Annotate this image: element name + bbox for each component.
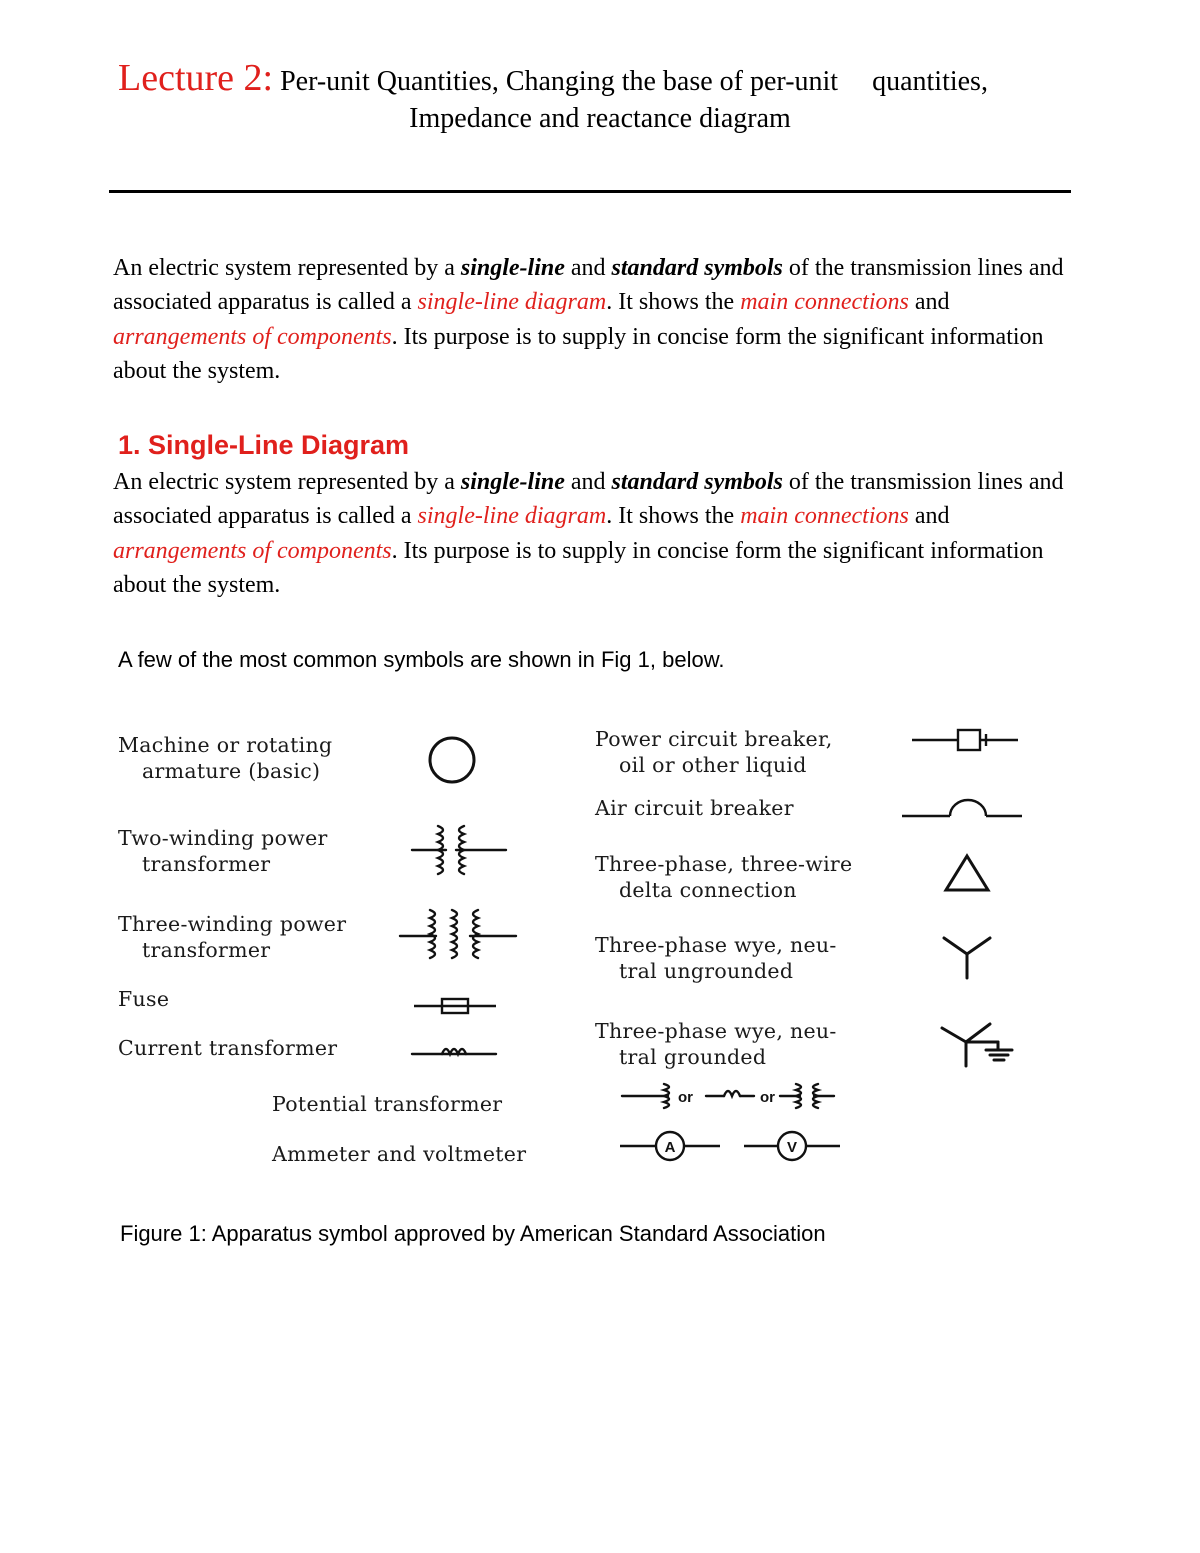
- or-text: or: [760, 1089, 775, 1106]
- wye-ungrounded-icon: [938, 932, 998, 982]
- highlight: single-line diagram: [417, 503, 607, 530]
- lecture-number: Lecture 2:: [118, 57, 274, 99]
- label-fuse: [118, 986, 169, 1012]
- label-current-transformer: [118, 1035, 337, 1061]
- label-delta: [595, 851, 852, 903]
- label-wye-grounded: [595, 1018, 837, 1070]
- emphasis: standard symbols: [611, 469, 783, 495]
- page-title: [118, 56, 988, 100]
- label-three-winding: [118, 911, 346, 963]
- label-oil-breaker: [595, 726, 833, 778]
- label-line: Machine or rotating: [118, 733, 333, 757]
- label-line: oil or other liquid: [619, 753, 807, 777]
- label-line: armature (basic): [142, 759, 321, 783]
- text-span: and: [564, 469, 612, 495]
- label-line: tral ungrounded: [619, 959, 794, 983]
- potential-transformer-icon: [620, 1080, 840, 1114]
- two-winding-transformer-icon: [408, 822, 512, 882]
- label-potential-transformer: [272, 1091, 502, 1117]
- label-line: Fuse: [118, 987, 170, 1011]
- text-span: . It shows the: [606, 289, 741, 316]
- highlight: main connections: [740, 503, 909, 530]
- label-line: Air circuit breaker: [595, 796, 794, 820]
- label-line: Power circuit breaker,: [595, 727, 833, 751]
- text-span: . Its purpose is to supply in concise form the significant information about the system.: [113, 323, 1044, 384]
- machine-circle-icon: [420, 730, 480, 790]
- meter-icon: [618, 1126, 844, 1166]
- fuse-icon: [412, 994, 498, 1018]
- label-line: Potential transformer: [272, 1092, 503, 1116]
- label-machine: [118, 732, 332, 784]
- oil-circuit-breaker-icon: [910, 726, 1022, 754]
- label-line: Three-phase wye, neu-: [595, 933, 837, 957]
- voltmeter-letter: V: [786, 1139, 798, 1156]
- label-line: Two-winding power: [118, 826, 328, 850]
- text-span: and: [908, 503, 950, 530]
- section-paragraph: [113, 465, 1088, 602]
- label-wye-ungrounded: [595, 932, 837, 984]
- three-winding-transformer-icon: [396, 906, 522, 968]
- or-text: or: [678, 1089, 693, 1106]
- section-heading: 1. Single-Line Diagram: [118, 430, 410, 460]
- text-span: and: [564, 255, 612, 281]
- intro-paragraph: [113, 251, 1088, 388]
- highlight: main connections: [740, 289, 909, 316]
- highlight: arrangements of components: [113, 323, 392, 350]
- delta-connection-icon: [940, 852, 994, 896]
- text-span: An electric system represented by a: [113, 469, 461, 495]
- label-line: Three-winding power: [118, 912, 347, 936]
- text-span: of the transmission lines and associated apparatus is called a: [113, 255, 1064, 316]
- label-air-breaker: [595, 795, 794, 821]
- text-span: An electric system represented by a: [113, 255, 461, 281]
- text-span: . It shows the: [606, 503, 741, 530]
- label-line: Three-phase, three-wire: [595, 852, 853, 876]
- highlight: arrangements of components: [113, 537, 392, 564]
- emphasis: single-line: [460, 255, 565, 281]
- title-divider: [109, 190, 1071, 193]
- emphasis: single-line: [460, 469, 565, 495]
- page-subtitle: Impedance and reactance diagram: [409, 103, 791, 134]
- emphasis: standard symbols: [611, 255, 783, 281]
- label-two-winding: [118, 825, 328, 877]
- current-transformer-icon: [410, 1040, 498, 1064]
- title-text-end: quantities,: [872, 66, 988, 97]
- highlight: single-line diagram: [417, 289, 607, 316]
- label-line: transformer: [142, 938, 271, 962]
- text-span: and: [908, 289, 950, 316]
- text-span: . Its purpose is to supply in concise form the significant information about the system.: [113, 537, 1044, 598]
- wye-grounded-icon: [936, 1018, 1026, 1070]
- text-span: of the transmission lines and associated apparatus is called a: [113, 469, 1064, 530]
- figure-caption: Figure 1: Apparatus symbol approved by American Standard Association: [120, 1221, 826, 1246]
- air-circuit-breaker-icon: [900, 794, 1026, 824]
- figure-intro: A few of the most common symbols are shown in Fig 1, below.: [118, 647, 725, 672]
- label-line: Current transformer: [118, 1036, 338, 1060]
- ammeter-letter: A: [664, 1139, 676, 1156]
- label-line: Ammeter and voltmeter: [272, 1142, 527, 1166]
- label-ammeter-voltmeter: [272, 1141, 526, 1167]
- title-text: Per-unit Quantities, Changing the base of per-unit: [280, 66, 839, 97]
- label-line: delta connection: [619, 878, 797, 902]
- label-line: Three-phase wye, neu-: [595, 1019, 837, 1043]
- label-line: transformer: [142, 852, 271, 876]
- label-line: tral grounded: [619, 1045, 767, 1069]
